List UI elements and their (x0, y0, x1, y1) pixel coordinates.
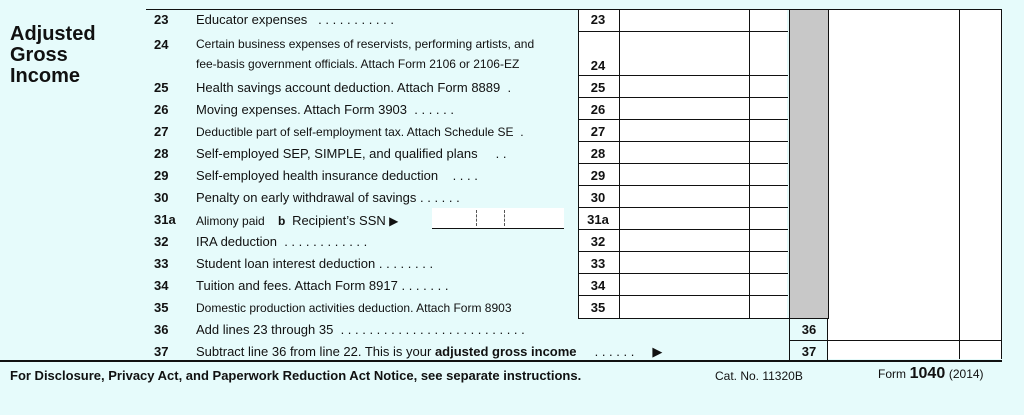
line-31a (146, 212, 788, 234)
line-number: 23 (154, 12, 169, 27)
line-description (196, 234, 367, 249)
arrow-icon: ▶ (652, 344, 663, 359)
catalog-number: Cat. No. 11320B (715, 369, 803, 383)
sub-line-label: b (278, 214, 286, 228)
line-number: 33 (154, 256, 169, 271)
sub-line-text: Recipient’s SSN (292, 213, 386, 228)
cents-divider-right (959, 9, 960, 359)
form-prefix: Form (878, 367, 906, 381)
line-description (196, 322, 525, 337)
line-33 (146, 256, 788, 278)
right-edge (1001, 9, 1002, 359)
leader-dots: . . . . . . . . . . . . . . . . . . . . . . . . . . (340, 322, 525, 337)
box-label: 30 (590, 190, 606, 205)
line-text: Subtract line 36 from line 22. This is your (196, 344, 435, 359)
leader-dots: . . . . . . . . . . . (318, 12, 394, 27)
top-rule (146, 9, 1002, 10)
box-label: 25 (590, 80, 606, 95)
line-number: 32 (154, 234, 169, 249)
form-id (878, 365, 984, 383)
line-text: Alimony paid (196, 214, 265, 228)
line-text: IRA deduction (196, 234, 277, 249)
line-number: 29 (154, 168, 169, 183)
line-35 (146, 300, 788, 322)
line-number: 25 (154, 80, 169, 95)
gray-shaded-column (789, 9, 829, 319)
line-description (196, 256, 433, 271)
line-text: Penalty on early withdrawal of savings (196, 190, 417, 205)
line-27 (146, 124, 788, 146)
leader-dots: . . . . . . (594, 344, 635, 359)
box-label: 24 (590, 58, 606, 73)
line-text: Moving expenses. Attach Form 3903 (196, 102, 408, 117)
line-29 (146, 168, 788, 190)
line-description (196, 146, 507, 161)
box-label: 37 (801, 344, 817, 359)
box-label: 32 (590, 234, 606, 249)
box-label: 33 (590, 256, 606, 271)
line-text: Certain business expenses of reservists, performing artists, and (196, 37, 535, 51)
line-text: Add lines 23 through 35 (196, 322, 334, 337)
line-number: 28 (154, 146, 169, 161)
line-text: Health savings account deduction. Attach Form 8889 (196, 80, 501, 95)
line-number: 36 (154, 322, 169, 337)
leader-dots: . (507, 80, 512, 95)
section-title (10, 24, 140, 87)
line-number: 26 (154, 102, 169, 117)
leader-dots: . . . . . . (414, 102, 454, 117)
line-number: 37 (154, 344, 169, 359)
line-number: 31a (154, 212, 176, 227)
line-description (196, 168, 478, 183)
line-description (196, 125, 524, 139)
line-36 (146, 322, 826, 342)
line-24 (146, 37, 788, 77)
line-description (196, 278, 448, 293)
arrow-icon: ▶ (389, 214, 399, 228)
section-title-line: Adjusted (10, 23, 96, 45)
line-text: Student loan interest deduction (196, 256, 376, 271)
line-text: Educator expenses (196, 12, 308, 27)
line-description (196, 80, 511, 95)
privacy-notice: For Disclosure, Privacy Act, and Paperwork Reduction Act Notice, see separate instructions. (10, 368, 582, 383)
box-label: 31a (587, 212, 609, 227)
line-text: Deductible part of self-employment tax. Attach Schedule SE (196, 125, 514, 139)
line-32 (146, 234, 788, 256)
line-text-bold: adjusted gross income (434, 344, 577, 359)
line-description (196, 12, 394, 27)
leader-dots: . . . . . . . . . . . . (284, 234, 368, 249)
box-label: 29 (590, 168, 606, 183)
line-description (196, 190, 460, 205)
line-number: 24 (154, 37, 169, 52)
bottom-rule (0, 360, 1002, 362)
leader-dots: . . . . . . . (401, 278, 449, 293)
leader-dots: . . . . . . (420, 190, 460, 205)
line-number: 30 (154, 190, 169, 205)
right-amount-column (828, 9, 1002, 359)
line-text: Self-employed health insurance deduction (196, 168, 439, 183)
line-number: 34 (154, 278, 169, 293)
line-26 (146, 102, 788, 124)
line-description (196, 213, 398, 228)
line-description (196, 344, 662, 360)
form-number: 1040 (909, 365, 946, 382)
line-text: fee-basis government officials. Attach Form 2106 or 2106-EZ (196, 57, 520, 71)
section-title-line: Income (10, 65, 81, 87)
line-28 (146, 146, 788, 168)
leader-dots: . . . . . . . . (378, 256, 434, 271)
line-25 (146, 80, 788, 102)
leader-dots: . (520, 125, 524, 139)
line-text: Tuition and fees. Attach Form 8917 (196, 278, 398, 293)
line-text: Domestic production activities deduction. Attach Form 8903 (196, 301, 512, 315)
leader-dots: . . . . (452, 168, 478, 183)
form-year: (2014) (948, 367, 984, 381)
box-label: 26 (590, 102, 606, 117)
line-34 (146, 278, 788, 300)
line-number: 27 (154, 124, 169, 139)
line-text: Self-employed SEP, SIMPLE, and qualified plans (196, 146, 478, 161)
line-description (196, 102, 454, 117)
box-label: 34 (590, 278, 606, 293)
leader-dots: . . (495, 146, 507, 161)
line-23 (146, 12, 788, 34)
box-label: 35 (590, 300, 606, 315)
line-number: 35 (154, 300, 169, 315)
box-label: 36 (801, 322, 817, 337)
box-label: 23 (590, 12, 606, 27)
box-label: 28 (590, 146, 606, 161)
section-title-line: Gross (10, 44, 68, 66)
box-label: 27 (590, 124, 606, 139)
